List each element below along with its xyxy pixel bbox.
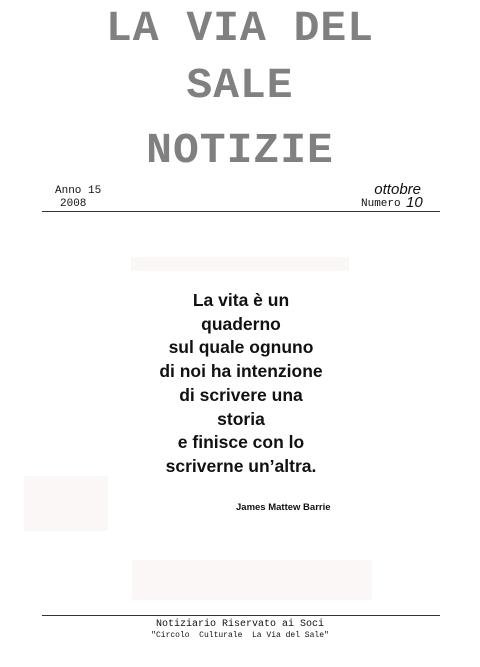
masthead-title-line-1: LA VIA DEL [105, 4, 375, 53]
quote-line: sul quale ognuno [168, 337, 314, 358]
masthead-title-line-3: NOTIZIE [146, 126, 334, 175]
issue-month: ottobre [374, 181, 421, 198]
issue-anno: Anno 15 [55, 185, 102, 197]
quote-line: di noi ha intenzione [159, 361, 323, 382]
quote-line: storia [217, 408, 265, 429]
masthead-title-line-2: SALE [186, 61, 294, 110]
quote-line: scriverne un’altra. [165, 455, 317, 476]
quote-line: di scrivere una [179, 384, 303, 405]
quote-line: e finisce con lo [177, 432, 305, 453]
header-divider [42, 211, 440, 212]
faint-image-area-top [131, 257, 349, 271]
quote-block [130, 289, 352, 479]
issue-numero-value: 10 [406, 194, 423, 211]
quote-line: La vita è un [192, 290, 290, 310]
footer-notice: Notiziario Riservato ai Soci [155, 619, 325, 630]
issue-year: 2008 [60, 198, 87, 210]
faint-image-area-left [24, 476, 108, 531]
footer-divider [42, 615, 440, 616]
quote-author: James Mattew Barrie [236, 502, 331, 513]
faint-image-area-bottom [132, 560, 372, 600]
footer-circolo: "Circolo Culturale La Via del Sale" [151, 631, 329, 640]
quote-line: quaderno [201, 313, 281, 334]
issue-numero-label: Numero [361, 198, 401, 210]
